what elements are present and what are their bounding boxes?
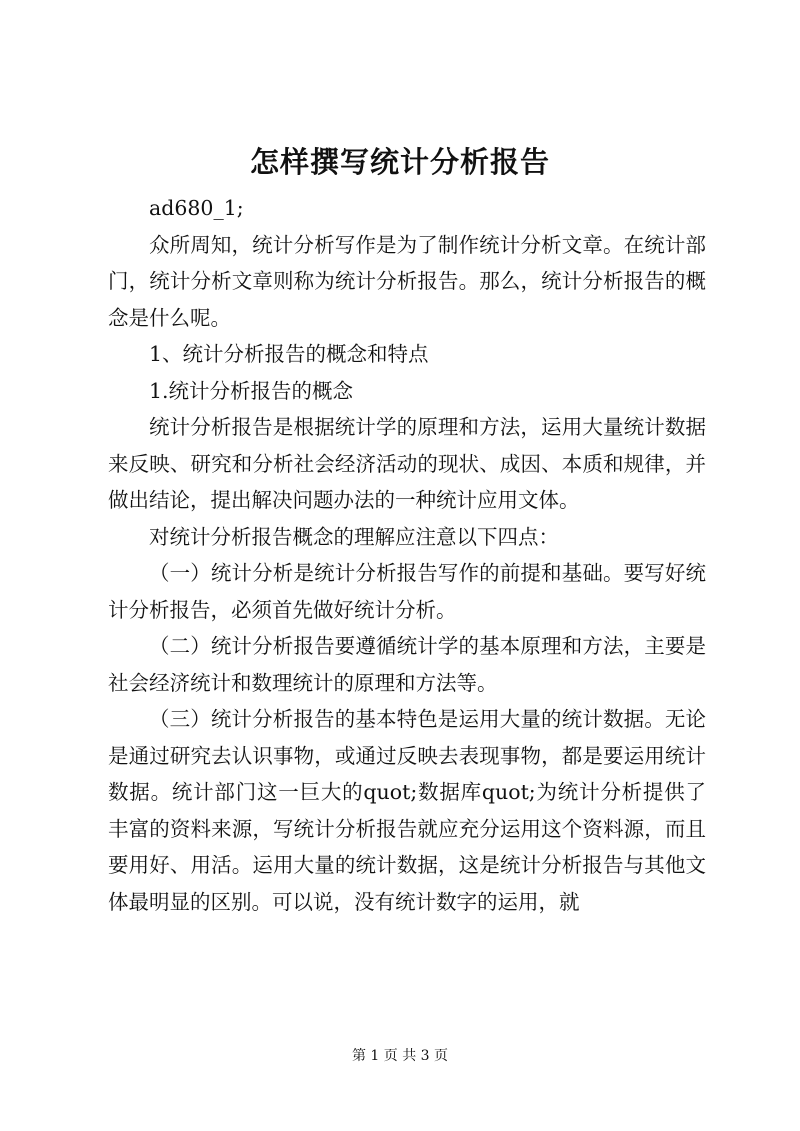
paragraph: 众所周知，统计分析写作是为了制作统计分析文章。在统计部门，统计分析文章则称为统计分析报告。那么，统计分析报告的概念是什么呢。 bbox=[108, 232, 706, 330]
paragraph: （三）统计分析报告的基本特色是运用大量的统计数据。无论是通过研究去认识事物，或通过反映去表现事物，都是要运用统计数据。统计部门这一巨大的quot;数据库quot;为统计分析提供了丰富的资料来源，写统计分析报告就应充分运用这个资料源，而且要用好、用活。运用大量的统计数据，这是统计分析报告与其他文体最明显的区别。可以说，没有统计数字的运用，就 bbox=[108, 707, 706, 914]
document-title: 怎样撰写统计分析报告 bbox=[249, 145, 550, 179]
paragraph: 1.统计分析报告的概念 bbox=[149, 378, 354, 403]
paragraph: （一）统计分析是统计分析报告写作的前提和基础。要写好统计分析报告，必须首先做好统计分析。 bbox=[108, 561, 706, 622]
paragraph: （二）统计分析报告要遵循统计学的基本原理和方法，主要是社会经济统计和数理统计的原理和方法等。 bbox=[108, 634, 706, 695]
paragraph: 统计分析报告是根据统计学的原理和方法，运用大量统计数据来反映、研究和分析社会经济活动的现状、成因、本质和规律，并做出结论，提出解决问题办法的一种统计应用文体。 bbox=[108, 415, 706, 512]
page-footer: 第 1 页 共 3 页 bbox=[351, 1048, 449, 1064]
paragraph: 1、统计分析报告的概念和特点 bbox=[149, 342, 429, 366]
paragraph: 对统计分析报告概念的理解应注意以下四点： bbox=[149, 524, 559, 549]
document-body bbox=[108, 190, 706, 920]
paragraph: ad680_1; bbox=[149, 196, 244, 220]
